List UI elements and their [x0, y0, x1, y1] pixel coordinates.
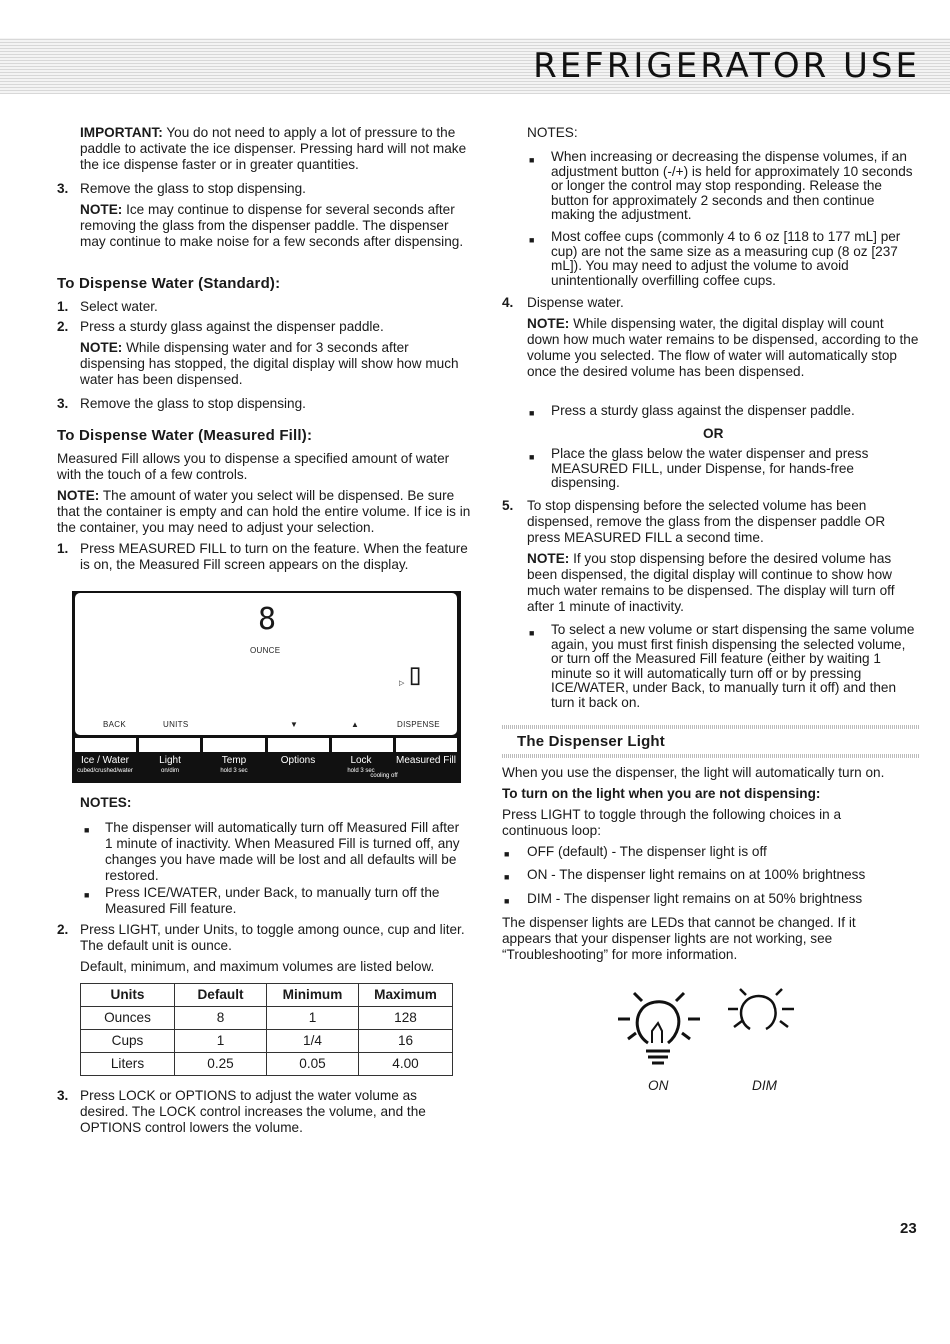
ice-water-button[interactable]: Ice / Water cubed/crushed/water [77, 755, 133, 774]
led-text: The dispenser lights are LEDs that cannot be changed. If it appears that your dispenser lights are not working, see “Troubleshooting” for more information. [502, 915, 856, 962]
step-number: 2. [57, 319, 69, 334]
dim-label: DIM [752, 1078, 777, 1093]
step-subtext: Default, minimum, and maximum volumes are listed below. [80, 959, 435, 974]
light-option: ON - The dispenser light remains on at 100% brightness [527, 867, 866, 882]
important-label: IMPORTANT: [80, 125, 163, 140]
down-arrow-icon: ▼ [290, 720, 299, 729]
step-number: 3. [57, 396, 69, 411]
note-paragraph [57, 488, 475, 536]
bullet-icon: ■ [504, 872, 510, 882]
note-paragraph [527, 316, 919, 380]
light-dim-icon [728, 989, 794, 1029]
measured-fill-button[interactable]: Measured Fill [395, 755, 457, 766]
step-number: 1. [57, 541, 69, 556]
table-cell: 128 [359, 1007, 453, 1030]
temp-button[interactable]: Temp hold 3 sec [220, 755, 248, 774]
pointer-icon: ▷ [399, 680, 405, 687]
table-cell: 4.00 [359, 1053, 453, 1076]
table-cell: 1 [175, 1030, 267, 1053]
notes-label: NOTES: [527, 125, 578, 140]
divider [502, 725, 920, 729]
note-label: NOTE: [80, 340, 123, 355]
step-text: Press LOCK or OPTIONS to adjust the water volume as desired. The LOCK control increases the volume, and the OPTIONS control lowers the volume. [80, 1088, 426, 1135]
step-text: Remove the glass to stop dispensing. [80, 181, 306, 196]
volume-table [80, 983, 453, 1076]
or-label: OR [703, 426, 724, 441]
back-label: BACK [103, 720, 126, 729]
note-text: While dispensing water and for 3 seconds after dispensing has stopped, the digital display will show how much water has been dispensed. [80, 340, 459, 387]
note-bullet: When increasing or decreasing the dispense volumes, if an adjustment button (-/+) is held for approximately 10 seconds or longer the control may stop responding. Release the button for approximately 2 seconds and then continue making the adjustment. [551, 149, 913, 222]
note-paragraph [80, 202, 475, 250]
light-illustrations [612, 985, 817, 1075]
display-screen [75, 593, 457, 735]
step-text: Dispense water. [527, 295, 624, 310]
light-on-icon [618, 993, 700, 1063]
table-cell: 16 [359, 1030, 453, 1053]
section-heading-light: The Dispenser Light [517, 733, 665, 750]
step-text: Remove the glass to stop dispensing. [80, 396, 306, 411]
important-text: You do not need to apply a lot of pressure to the paddle to activate the ice dispenser. Pressing hard will not make the ice dispense faster or in greater quantities. [80, 125, 467, 172]
cooling-off-label: cooling off [370, 773, 398, 779]
step-number: 1. [57, 299, 69, 314]
table-cell: 0.05 [267, 1053, 359, 1076]
page-header [0, 38, 950, 94]
bullet-icon: ■ [504, 896, 510, 906]
table-cell: 8 [175, 1007, 267, 1030]
note-label: NOTE: [57, 488, 100, 503]
light-intro: When you use the dispenser, the light will automatically turn on. [502, 765, 885, 780]
page-title: REFRIGERATOR USE [533, 46, 920, 86]
dispense-label: DISPENSE [397, 720, 440, 729]
units-label: UNITS [163, 720, 189, 729]
table-header: Maximum [359, 984, 453, 1007]
lock-button[interactable]: Lock hold 3 sec [347, 755, 375, 774]
step-text: Press LIGHT, under Units, to toggle among ounce, cup and liter. The default unit is ounce. [80, 922, 465, 953]
important-paragraph [80, 125, 475, 173]
table-row [81, 1007, 453, 1030]
step-bullet: Press a sturdy glass against the dispenser paddle. [551, 403, 855, 418]
bullet-icon: ■ [504, 849, 510, 859]
note-bullet: Press ICE/WATER, under Back, to manually turn off the Measured Fill feature. [105, 885, 440, 916]
step-text: Select water. [80, 299, 158, 314]
table-row [81, 1030, 453, 1053]
bullet-icon: ■ [529, 155, 535, 165]
light-option: OFF (default) - The dispenser light is off [527, 844, 767, 859]
table-cell: 0.25 [175, 1053, 267, 1076]
step-bullet: Place the glass below the water dispenser and press MEASURED FILL, under Dispense, for hands-free dispensing. [551, 446, 869, 490]
bullet-icon: ■ [84, 825, 90, 835]
note-text: Ice may continue to dispense for several seconds after removing the glass from the dispenser paddle. The dispenser may continue to make noise for a few seconds after dispensing. [80, 202, 464, 249]
step-number: 3. [57, 181, 69, 196]
divider [502, 754, 920, 758]
note-label: NOTE: [527, 551, 570, 566]
bullet-icon: ■ [529, 452, 535, 462]
step-number: 2. [57, 922, 69, 937]
light-subheading: To turn on the light when you are not dispensing: [502, 786, 821, 801]
table-header: Units [81, 984, 175, 1007]
note-label: NOTE: [80, 202, 123, 217]
light-button[interactable]: Light on/dim [159, 755, 181, 774]
step-number: 3. [57, 1088, 69, 1103]
note-label: NOTE: [527, 316, 570, 331]
up-arrow-icon: ▲ [351, 720, 360, 729]
volume-bar-icon: ▯ [406, 657, 425, 692]
bullet-icon: ■ [84, 890, 90, 900]
bullet-icon: ■ [529, 408, 535, 418]
section-heading-measured: To Dispense Water (Measured Fill): [57, 427, 313, 444]
table-header: Default [175, 984, 267, 1007]
note-text: The amount of water you select will be dispensed. Be sure that the container is empty and can hold the entire volume. If ice is in the container, you may need to adjust your selection. [57, 488, 471, 535]
light-text: Press LIGHT to toggle through the following choices in a continuous loop: [502, 807, 842, 838]
step-bullet: To select a new volume or start dispensing the same volume again, you must first finish dispensing the selected volume, or turn off the Measured Fill feature (either by waiting 1 minute so it will automatically turn off or by pressing ICE/WATER, under Back, to manually turn it off) and then turn it back on. [551, 622, 915, 710]
page-number: 23 [900, 1220, 917, 1237]
options-button[interactable]: Options [280, 755, 316, 766]
digit-readout: 8 [258, 602, 277, 637]
table-cell: Cups [81, 1030, 175, 1053]
step-text: Press a sturdy glass against the dispenser paddle. [80, 319, 384, 334]
table-row [81, 1053, 453, 1076]
step-number: 4. [502, 295, 514, 310]
bullet-icon: ■ [529, 235, 535, 245]
table-header: Minimum [267, 984, 359, 1007]
notes-label: NOTES: [80, 795, 132, 810]
step-text: Press MEASURED FILL to turn on the feature. When the feature is on, the Measured Fill screen appears on the display. [80, 541, 468, 572]
note-bullet: The dispenser will automatically turn off Measured Fill after 1 minute of inactivity. When Measured Fill is turned off, any changes you have made will be lost and all defaults will be restored. [105, 820, 460, 883]
measured-fill-display [72, 591, 461, 783]
table-cell: 1/4 [267, 1030, 359, 1053]
button-strip [75, 738, 457, 752]
note-text: If you stop dispensing before the desired volume has been dispensed, the digital display will continue to show how much water remains to be dispensed. The display will turn off after 1 minute of inactivity. [527, 551, 895, 614]
table-cell: Ounces [81, 1007, 175, 1030]
step-text: To stop dispensing before the selected volume has been dispensed, remove the glass from the dispenser paddle OR press MEASURED FILL a second time. [527, 498, 886, 545]
unit-label: OUNCE [250, 646, 281, 655]
note-paragraph [80, 340, 465, 388]
light-option: DIM - The dispenser light remains on at 50% brightness [527, 891, 863, 906]
note-paragraph [527, 551, 919, 615]
table-cell: 1 [267, 1007, 359, 1030]
on-label: ON [648, 1078, 669, 1093]
note-text: While dispensing water, the digital display will count down how much water remains to be dispensed, according to the volume you selected. The flow of water will automatically stop once the desired volume has been dispensed. [527, 316, 919, 379]
bullet-icon: ■ [529, 628, 535, 638]
note-bullet: Most coffee cups (commonly 4 to 6 oz [118 to 177 mL] per cup) are not the same size as a measuring cup (8 oz [237 mL]). You may need to adjust the volume to avoid unintentionally overfilling coffee cups. [551, 229, 901, 288]
step-number: 5. [502, 498, 514, 513]
section-heading-standard: To Dispense Water (Standard): [57, 275, 281, 292]
table-cell: Liters [81, 1053, 175, 1076]
measured-intro: Measured Fill allows you to dispense a specified amount of water with the touch of a few controls. [57, 451, 450, 482]
